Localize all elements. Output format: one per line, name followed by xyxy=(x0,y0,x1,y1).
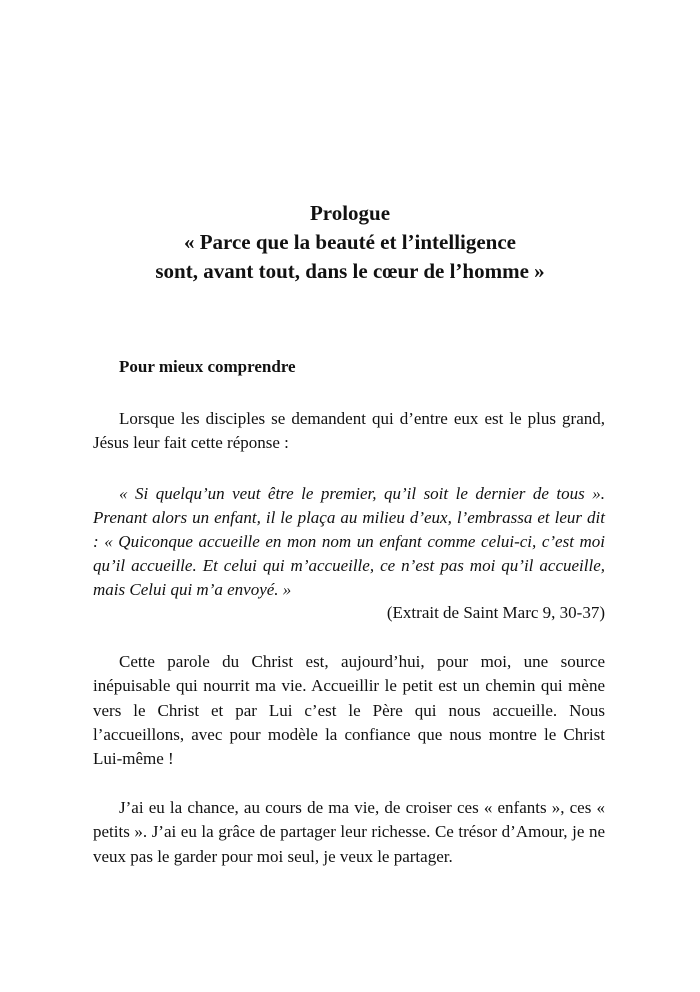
paragraph-intro: Lorsque les disciples se demandent qui d’entre eux est le plus grand, Jésus leur fait cette réponse : xyxy=(93,409,605,453)
paragraph-reflection: Cette parole du Christ est, aujourd’hui, pour moi, une source inépuisable qui nourrit ma vie. Accueillir le petit est un chemin qui mène vers le Christ et par Lui c’est le Père qui nous accueille. Nous l’accueillons, avec pour modèle la confiance que nous montre le Christ Lui-même ! xyxy=(93,652,605,769)
title-line-1: Prologue xyxy=(309,201,391,225)
gospel-quote: « Si quelqu’un veut être le premier, qu’il soit le dernier de tous ». Prenant alors un enfant, il le plaça au milieu d’eux, l’embrassa et leur dit : « Quiconque accueille en mon nom un enfant comme celui-ci, c’est moi qu’il accueille. Et celui qui m’accueille, ce n’est pas moi qu’il accueille, mais Celui qui m’a envoyé. » xyxy=(93,484,605,599)
paragraph-sharing: J’ai eu la chance, au cours de ma vie, de croiser ces « enfants », ces « petits ». J’ai eu la grâce de partager leur richesse. Ce trésor d’Amour, je ne veux pas le garder pour moi seul, je veux le partager. xyxy=(93,798,605,866)
section-heading: Pour mieux comprendre xyxy=(119,357,296,376)
title-line-2: « Parce que la beauté et l’intelligence xyxy=(183,230,517,254)
prologue-title xyxy=(80,199,620,286)
title-line-3: sont, avant tout, dans le cœur de l’homme » xyxy=(155,259,545,283)
quote-citation: (Extrait de Saint Marc 9, 30-37) xyxy=(386,603,605,622)
